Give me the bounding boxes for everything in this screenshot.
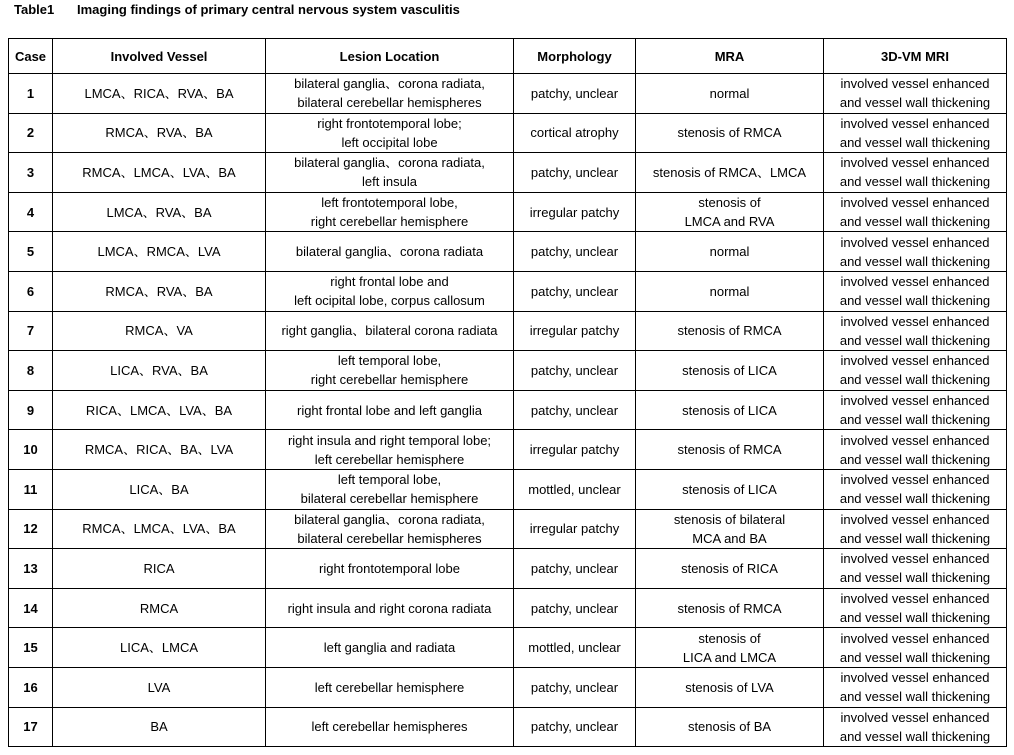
lesion-location-cell	[266, 192, 514, 232]
case-cell: 8	[9, 351, 53, 391]
lesion-location-cell	[266, 549, 514, 589]
case-cell: 11	[9, 469, 53, 509]
mra-line: stenosis of RMCA	[677, 442, 782, 458]
morphology-cell: patchy, unclear	[514, 351, 636, 391]
mra-line: stenosis of LICA	[682, 362, 777, 378]
lesion-location-line: bilateral ganglia、corona radiata	[295, 244, 484, 260]
lesion-location-line: left cerebellar hemispheres	[311, 719, 468, 735]
involved-vessel-cell: LICA、LMCA	[53, 628, 266, 668]
case-cell: 5	[9, 232, 53, 272]
involved-vessel-cell: LMCA、RVA、BA	[53, 192, 266, 232]
involved-vessel-cell: LICA、BA	[53, 469, 266, 509]
mra-cell	[636, 469, 824, 509]
case-cell: 17	[9, 707, 53, 747]
vm-mri-line: and vessel wall thickening	[839, 372, 991, 388]
mra-line: normal	[709, 283, 750, 299]
vm-mri-cell	[824, 153, 1007, 193]
table-row	[9, 588, 1007, 628]
vm-mri-cell	[824, 588, 1007, 628]
vm-mri-line: and vessel wall thickening	[839, 728, 991, 744]
vm-mri-line: and vessel wall thickening	[839, 134, 991, 150]
mra-cell	[636, 271, 824, 311]
table-row	[9, 113, 1007, 153]
lesion-location-cell	[266, 667, 514, 707]
case-cell: 1	[9, 74, 53, 114]
mra-cell	[636, 628, 824, 668]
case-cell: 2	[9, 113, 53, 153]
involved-vessel-cell: BA	[53, 707, 266, 747]
table-row	[9, 509, 1007, 549]
morphology-cell: patchy, unclear	[514, 153, 636, 193]
mra-cell	[636, 549, 824, 589]
vm-mri-line: involved vessel enhanced	[840, 155, 990, 171]
mra-cell	[636, 667, 824, 707]
table-caption	[14, 2, 460, 20]
vm-mri-cell	[824, 311, 1007, 351]
lesion-location-line: right frontal lobe and	[330, 274, 449, 290]
vm-mri-line: involved vessel enhanced	[840, 234, 990, 250]
mra-cell	[636, 113, 824, 153]
case-cell: 3	[9, 153, 53, 193]
table-row	[9, 192, 1007, 232]
lesion-location-cell	[266, 351, 514, 391]
involved-vessel-cell: RMCA、LMCA、LVA、BA	[53, 509, 266, 549]
lesion-location-line: right frontotemporal lobe;	[317, 115, 462, 131]
mra-cell	[636, 588, 824, 628]
vm-mri-line: and vessel wall thickening	[839, 293, 991, 309]
lesion-location-cell	[266, 430, 514, 470]
mra-line: stenosis of RICA	[681, 560, 778, 576]
table-row	[9, 667, 1007, 707]
lesion-location-cell	[266, 509, 514, 549]
table-row	[9, 311, 1007, 351]
vm-mri-cell	[824, 469, 1007, 509]
case-cell: 10	[9, 430, 53, 470]
vm-mri-line: and vessel wall thickening	[839, 253, 991, 269]
vm-mri-line: involved vessel enhanced	[840, 472, 990, 488]
vm-mri-cell	[824, 549, 1007, 589]
vm-mri-line: and vessel wall thickening	[839, 649, 991, 665]
vm-mri-line: and vessel wall thickening	[839, 451, 991, 467]
vm-mri-line: and vessel wall thickening	[839, 491, 991, 507]
table-row	[9, 153, 1007, 193]
table-row	[9, 271, 1007, 311]
involved-vessel-cell: RMCA、RVA、BA	[53, 113, 266, 153]
involved-vessel-cell: LMCA、RICA、RVA、BA	[53, 74, 266, 114]
header-lesion-location: Lesion Location	[266, 39, 514, 74]
lesion-location-line: right cerebellar hemisphere	[310, 214, 469, 230]
table-row	[9, 469, 1007, 509]
table-row	[9, 549, 1007, 589]
morphology-cell: patchy, unclear	[514, 271, 636, 311]
table-title: Imaging findings of primary central nervous system vasculitis	[77, 2, 460, 17]
morphology-cell: mottled, unclear	[514, 469, 636, 509]
mra-line: MCA and BA	[692, 530, 767, 546]
case-cell: 6	[9, 271, 53, 311]
table-row	[9, 74, 1007, 114]
mra-cell	[636, 74, 824, 114]
vm-mri-line: involved vessel enhanced	[840, 195, 990, 211]
vm-mri-line: involved vessel enhanced	[840, 115, 990, 131]
lesion-location-cell	[266, 390, 514, 430]
mra-line: stenosis of RMCA、LMCA	[652, 164, 807, 180]
vm-mri-cell	[824, 113, 1007, 153]
mra-line: stenosis of RMCA	[677, 323, 782, 339]
mra-cell	[636, 153, 824, 193]
lesion-location-line: bilateral cerebellar hemispheres	[297, 530, 482, 546]
mra-line: normal	[709, 244, 750, 260]
vm-mri-cell	[824, 667, 1007, 707]
vm-mri-line: involved vessel enhanced	[840, 76, 990, 92]
mra-cell	[636, 430, 824, 470]
lesion-location-cell	[266, 232, 514, 272]
table-row	[9, 390, 1007, 430]
table-row	[9, 232, 1007, 272]
lesion-location-line: right frontal lobe and left ganglia	[296, 402, 482, 418]
involved-vessel-cell: RMCA、RICA、BA、LVA	[53, 430, 266, 470]
table-row	[9, 628, 1007, 668]
lesion-location-line: bilateral ganglia、corona radiata,	[294, 511, 485, 527]
involved-vessel-cell: LICA、RVA、BA	[53, 351, 266, 391]
morphology-cell: patchy, unclear	[514, 232, 636, 272]
vm-mri-line: and vessel wall thickening	[839, 214, 991, 230]
vm-mri-line: and vessel wall thickening	[839, 689, 991, 705]
case-cell: 7	[9, 311, 53, 351]
case-cell: 4	[9, 192, 53, 232]
vm-mri-cell	[824, 390, 1007, 430]
lesion-location-line: left ganglia and radiata	[323, 640, 456, 656]
vm-mri-cell	[824, 351, 1007, 391]
lesion-location-line: left ocipital lobe, corpus callosum	[294, 293, 485, 309]
lesion-location-cell	[266, 113, 514, 153]
lesion-location-line: left temporal lobe,	[337, 472, 442, 488]
involved-vessel-cell: RICA、LMCA、LVA、BA	[53, 390, 266, 430]
table-label: Table1	[14, 2, 55, 17]
table-row	[9, 351, 1007, 391]
lesion-location-line: right insula and right corona radiata	[287, 600, 492, 616]
morphology-cell: patchy, unclear	[514, 74, 636, 114]
lesion-location-line: left temporal lobe,	[337, 353, 442, 369]
vm-mri-line: involved vessel enhanced	[840, 551, 990, 567]
vm-mri-line: and vessel wall thickening	[839, 95, 991, 111]
involved-vessel-cell: RMCA、RVA、BA	[53, 271, 266, 311]
header-3d-vm-mri: 3D-VM MRI	[824, 39, 1007, 74]
involved-vessel-cell: RMCA、LMCA、LVA、BA	[53, 153, 266, 193]
lesion-location-cell	[266, 588, 514, 628]
lesion-location-line: bilateral cerebellar hemispheres	[297, 95, 482, 111]
vm-mri-line: involved vessel enhanced	[840, 511, 990, 527]
header-case: Case	[9, 39, 53, 74]
mra-line: LICA and LMCA	[682, 649, 777, 665]
mra-line: stenosis of RMCA	[677, 600, 782, 616]
lesion-location-line: bilateral ganglia、corona radiata,	[294, 155, 485, 171]
lesion-location-cell	[266, 707, 514, 747]
mra-line: stenosis of	[698, 195, 761, 211]
vm-mri-line: involved vessel enhanced	[840, 709, 990, 725]
table-row	[9, 707, 1007, 747]
mra-line: stenosis of BA	[687, 719, 772, 735]
vm-mri-cell	[824, 271, 1007, 311]
vm-mri-line: and vessel wall thickening	[839, 610, 991, 626]
involved-vessel-cell: LVA	[53, 667, 266, 707]
morphology-cell: cortical atrophy	[514, 113, 636, 153]
header-morphology: Morphology	[514, 39, 636, 74]
morphology-cell: irregular patchy	[514, 311, 636, 351]
case-cell: 16	[9, 667, 53, 707]
findings-table	[8, 38, 1007, 747]
morphology-cell: patchy, unclear	[514, 390, 636, 430]
vm-mri-line: involved vessel enhanced	[840, 353, 990, 369]
involved-vessel-cell: RICA	[53, 549, 266, 589]
vm-mri-line: involved vessel enhanced	[840, 432, 990, 448]
mra-cell	[636, 311, 824, 351]
mra-line: normal	[709, 85, 750, 101]
mra-line: stenosis of LVA	[685, 679, 774, 695]
lesion-location-cell	[266, 74, 514, 114]
mra-line: stenosis of RMCA	[677, 125, 782, 141]
lesion-location-cell	[266, 271, 514, 311]
lesion-location-line: right insula and right temporal lobe;	[287, 432, 492, 448]
vm-mri-line: involved vessel enhanced	[840, 313, 990, 329]
lesion-location-line: right frontotemporal lobe	[319, 560, 460, 576]
lesion-location-cell	[266, 469, 514, 509]
vm-mri-line: and vessel wall thickening	[839, 570, 991, 586]
lesion-location-line: left cerebellar hemisphere	[314, 451, 465, 467]
morphology-cell: patchy, unclear	[514, 549, 636, 589]
mra-cell	[636, 351, 824, 391]
morphology-cell: patchy, unclear	[514, 667, 636, 707]
lesion-location-line: right ganglia、bilateral corona radiata	[281, 323, 498, 339]
mra-cell	[636, 232, 824, 272]
case-cell: 9	[9, 390, 53, 430]
lesion-location-line: left insula	[362, 174, 417, 190]
vm-mri-line: involved vessel enhanced	[840, 630, 990, 646]
mra-line: stenosis of LICA	[682, 481, 777, 497]
mra-line: stenosis of	[698, 630, 761, 646]
mra-cell	[636, 390, 824, 430]
header-involved-vessel: Involved Vessel	[53, 39, 266, 74]
mra-cell	[636, 707, 824, 747]
vm-mri-line: and vessel wall thickening	[839, 530, 991, 546]
involved-vessel-cell: RMCA、VA	[53, 311, 266, 351]
mra-cell	[636, 192, 824, 232]
involved-vessel-cell: LMCA、RMCA、LVA	[53, 232, 266, 272]
morphology-cell: irregular patchy	[514, 192, 636, 232]
vm-mri-line: and vessel wall thickening	[839, 174, 991, 190]
lesion-location-line: left cerebellar hemisphere	[314, 679, 465, 695]
case-cell: 13	[9, 549, 53, 589]
lesion-location-cell	[266, 311, 514, 351]
vm-mri-cell	[824, 707, 1007, 747]
morphology-cell: irregular patchy	[514, 430, 636, 470]
vm-mri-cell	[824, 192, 1007, 232]
morphology-cell: patchy, unclear	[514, 588, 636, 628]
case-cell: 15	[9, 628, 53, 668]
mra-line: stenosis of bilateral	[673, 511, 786, 527]
mra-cell	[636, 509, 824, 549]
vm-mri-line: involved vessel enhanced	[840, 274, 990, 290]
case-cell: 12	[9, 509, 53, 549]
vm-mri-line: involved vessel enhanced	[840, 591, 990, 607]
vm-mri-cell	[824, 509, 1007, 549]
vm-mri-line: and vessel wall thickening	[839, 332, 991, 348]
vm-mri-line: and vessel wall thickening	[839, 412, 991, 428]
mra-line: LMCA and RVA	[684, 214, 775, 230]
lesion-location-line: bilateral ganglia、corona radiata,	[294, 76, 485, 92]
table-body	[9, 74, 1007, 747]
vm-mri-line: involved vessel enhanced	[840, 670, 990, 686]
mra-line: stenosis of LICA	[682, 402, 777, 418]
table-row	[9, 430, 1007, 470]
header-row	[9, 39, 1007, 74]
morphology-cell: patchy, unclear	[514, 707, 636, 747]
lesion-location-line: left frontotemporal lobe,	[321, 195, 458, 211]
lesion-location-cell	[266, 628, 514, 668]
morphology-cell: mottled, unclear	[514, 628, 636, 668]
lesion-location-line: left occipital lobe	[341, 134, 438, 150]
vm-mri-cell	[824, 628, 1007, 668]
vm-mri-cell	[824, 232, 1007, 272]
lesion-location-line: bilateral cerebellar hemisphere	[300, 491, 479, 507]
vm-mri-cell	[824, 74, 1007, 114]
vm-mri-line: involved vessel enhanced	[840, 393, 990, 409]
vm-mri-cell	[824, 430, 1007, 470]
involved-vessel-cell: RMCA	[53, 588, 266, 628]
lesion-location-line: right cerebellar hemisphere	[310, 372, 469, 388]
header-mra: MRA	[636, 39, 824, 74]
lesion-location-cell	[266, 153, 514, 193]
case-cell: 14	[9, 588, 53, 628]
morphology-cell: irregular patchy	[514, 509, 636, 549]
